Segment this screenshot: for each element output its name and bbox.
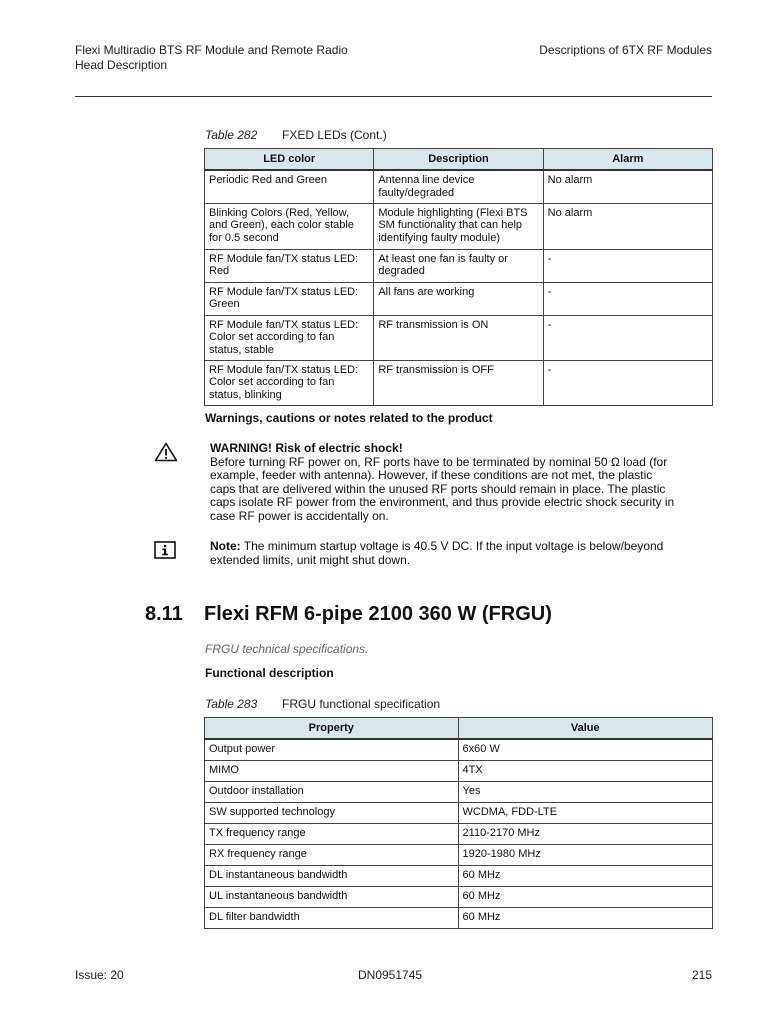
table-row [205,802,713,823]
table-cell: Blinking Colors (Red, Yellow, and Green), each color stable for 0.5 second [205,203,374,249]
header-chapter: Descriptions of 6TX RF Modules [539,43,712,57]
section-subtitle: FRGU technical specifications. [205,642,369,656]
table-cell: Module highlighting (Flexi BTS SM functionality that can help identifying faulty module) [374,203,543,249]
footer-doc-id: DN0951745 [358,968,423,982]
table-282-title: FXED LEDs (Cont.) [282,128,387,142]
header-divider [75,96,712,97]
warning-title: WARNING! Risk of electric shock! [210,441,403,455]
table-row [205,760,713,781]
table-283-number: Table 283 [205,697,258,711]
table-283-caption [205,697,440,711]
table-row [205,907,713,928]
table-cell: SW supported technology [205,802,459,823]
table-cell: 60 MHz [458,865,712,886]
column-header-property: Property [205,718,459,740]
table-cell: RF Module fan/TX status LED: Color set according to fan status, stable [205,315,374,360]
column-header-value: Value [458,718,712,740]
table-cell: Outdoor installation [205,781,459,802]
table-cell: 6x60 W [458,739,712,760]
note-text: The minimum startup voltage is 40.5 V DC. If the input voltage is below/beyond [240,539,664,553]
column-header-description: Description [374,149,543,171]
functional-heading: Functional description [205,666,334,680]
column-header-led-color: LED color [205,149,374,171]
table-cell: Output power [205,739,459,760]
column-header-alarm: Alarm [543,149,712,171]
frgu-spec-table [204,717,713,929]
table-282-caption [205,128,387,142]
table-283-title: FRGU functional specification [282,697,441,711]
table-cell: Yes [458,781,712,802]
table-cell: RF transmission is ON [374,315,543,360]
header-title-line1: Flexi Multiradio BTS RF Module and Remote Radio [75,43,348,57]
table-cell: Antenna line device faulty/degraded [374,170,543,203]
section-number: 8.11 [145,603,183,625]
table-row [205,170,713,203]
table-row [205,249,713,282]
table-cell: At least one fan is faulty or degraded [374,249,543,282]
table-row [205,865,713,886]
table-cell: DL instantaneous bandwidth [205,865,459,886]
warning-block [210,442,720,524]
table-row [205,844,713,865]
table-cell: RF Module fan/TX status LED: Red [205,249,374,282]
table-cell: 60 MHz [458,886,712,907]
warning-line: example, feeder with antenna). However, if these conditions are not met, the plastic [210,468,653,483]
table-cell: - [543,282,712,315]
note-text-line2: extended limits, unit might shut down. [210,552,411,567]
note-label: Note: [210,539,241,553]
table-row [205,823,713,844]
table-cell: RF Module fan/TX status LED: Color set according to fan status, blinking [205,360,374,405]
info-icon [154,541,176,559]
table-cell: 4TX [458,760,712,781]
table-cell: RF Module fan/TX status LED: Green [205,282,374,315]
table-cell: RX frequency range [205,844,459,865]
warning-line: case RF power is accidentally on. [210,508,389,523]
table-row [205,203,713,249]
footer-issue: Issue: 20 [75,968,124,982]
warnings-heading: Warnings, cautions or notes related to the product [205,411,493,425]
note-block [210,540,720,567]
table-cell: All fans are working [374,282,543,315]
table-cell: TX frequency range [205,823,459,844]
table-cell: WCDMA, FDD-LTE [458,802,712,823]
table-cell: RF transmission is OFF [374,360,543,405]
table-cell: No alarm [543,203,712,249]
warning-line: caps isolate RF power from the environment, and thus provide electric shock security in [210,495,675,510]
table-row [205,315,713,360]
header-title [75,43,348,73]
table-cell: 2110-2170 MHz [458,823,712,844]
table-row [205,360,713,405]
table-cell: - [543,315,712,360]
table-cell: - [543,249,712,282]
table-cell: DL filter bandwidth [205,907,459,928]
header-title-line2: Head Description [75,58,168,72]
section-title: Flexi RFM 6-pipe 2100 360 W (FRGU) [204,603,552,625]
table-row [205,886,713,907]
table-cell: UL instantaneous bandwidth [205,886,459,907]
table-cell: - [543,360,712,405]
table-cell: Periodic Red and Green [205,170,374,203]
table-row [205,739,713,760]
table-cell: 1920-1980 MHz [458,844,712,865]
table-row [205,781,713,802]
warning-icon [154,442,178,462]
table-cell: MIMO [205,760,459,781]
table-row [205,282,713,315]
table-cell: 60 MHz [458,907,712,928]
led-table [204,148,713,406]
warning-line: caps that are delivered within the unused RF ports should remain in place. The plastic [210,481,666,496]
table-282-number: Table 282 [205,128,258,142]
footer-page-number: 215 [691,968,712,982]
warning-line: Before turning RF power on, RF ports have to be terminated by nominal 50 Ω load (for [210,454,668,469]
table-cell: No alarm [543,170,712,203]
